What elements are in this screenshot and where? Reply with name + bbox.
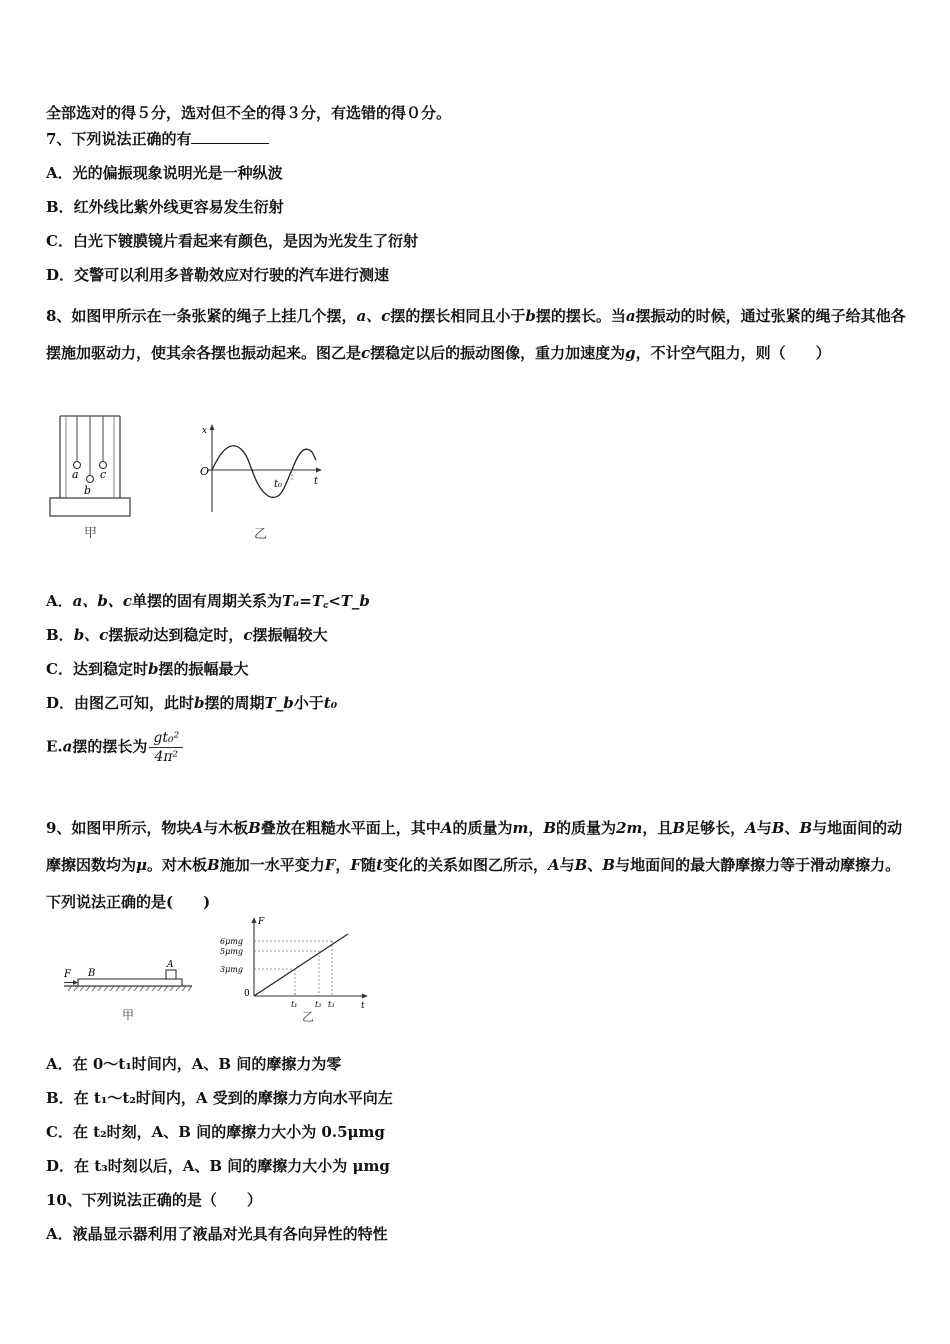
question-7-stem [46,128,269,149]
question-8-stem: 8、如图甲所示在一条张紧的绳子上挂几个摆，a、c摆的摆长相同且小于b摆的摆长。当a摆振动的时候，通过张紧的绳子给其他各摆施加驱动力，使其余各摆也振动起来。图乙是c摆稳定以后的振动图像，重力加速度为g，不计空气阻力，则（ ） [46,307,906,362]
q9-option-d: D．在 t₃时刻以后，A、B 间的摩擦力大小为 μmg [46,1157,390,1175]
origin-label: 0 [244,989,250,999]
f-axis-label: F [258,917,265,927]
q7-option-b: B．红外线比紫外线更容易发生衍射 [46,198,284,216]
q8-option-b: B．b、c摆振动达到稳定时，c摆振幅较大 [46,626,328,644]
t3-tick: t₃ [328,1000,335,1009]
label-a: a [72,468,79,481]
question-9-stem: 9、如图甲所示，物块A与木板B叠放在粗糙水平面上，其中A的质量为m，B的质量为2m，且B足够长，A与B、B与地面间的动摩擦因数均为μ。对木板B施加一水平变力F，F随t变化的关系如图乙所示，A与B、B与地面间的最大静摩擦力等于滑动摩擦力。下列说法正确的是( ) [46,819,903,911]
y-tick-5: 5μmg [220,947,243,956]
q8-option-a: A．a、b、c单摆的固有周期关系为Tₐ=T꜀<T_b [46,592,370,610]
figure-caption-jia: 甲 [84,526,98,541]
board-label: B [88,968,96,979]
figure-caption-yi: 乙 [302,1010,315,1024]
t0-label: t₀ [274,479,283,490]
q9-option-c: C．在 t₂时刻，A、B 间的摩擦力大小为 0.5μmg [46,1123,385,1141]
question-stem-text: 7、下列说法正确的有 [46,130,192,148]
answer-blank [191,131,269,144]
score-rule-text: 全部选对的得５分，选对但不全的得３分，有选错的得０分。 [46,104,452,122]
q9-option-a: A．在 0～t₁时间内，A、B 间的摩擦力为零 [46,1055,342,1073]
pendulum-figure [46,412,136,542]
label-c: c [100,468,107,481]
question-10-stem: 10、下列说法正确的是（ ） [46,1191,262,1209]
q9-option-b: B．在 t₁～t₂时间内，A 受到的摩擦力方向水平向左 [46,1089,393,1107]
q8-option-e: E.a摆的摆长为 $\frac{\text{gt₀²}}{\text{4π²}}$ [46,730,183,765]
y-tick-6: 6μmg [220,937,243,946]
q7-option-a: A．光的偏振现象说明光是一种纵波 [46,164,283,182]
t-axis-label: t [361,1001,365,1011]
block-label: A [167,960,174,970]
force-label: F [64,969,71,980]
figure-caption-yi: 乙 [254,527,268,542]
x-axis-label: x [202,426,208,436]
q8-option-c: C．达到稳定时b摆的振幅最大 [46,660,249,678]
figure-caption-jia: 甲 [122,1008,135,1022]
t1-tick: t₁ [291,1000,298,1009]
q7-option-d: D．交警可以利用多普勒效应对行驶的汽车进行测速 [46,266,390,284]
q7-option-c: C．白光下镀膜镜片看起来有颜色，是因为光发生了衍射 [46,232,418,250]
pendulum-length-fraction: $\frac{\text{gt₀²}}{\text{4π²}}$ [149,730,183,765]
q8-option-d: D．由图乙可知，此时b摆的周期T_b小于t₀ [46,694,338,712]
t2-tick: t₂ [315,1000,322,1009]
t-axis-label: t [314,476,319,487]
vibration-graph [198,420,328,545]
force-time-graph [208,914,378,1024]
q10-option-a: A．液晶显示器利用了液晶对光具有各向异性的特性 [46,1225,388,1243]
origin-label: O [200,465,210,478]
label-b: b [84,484,92,497]
y-tick-3: 3μmg [220,965,243,974]
block-board-figure [60,955,200,1025]
